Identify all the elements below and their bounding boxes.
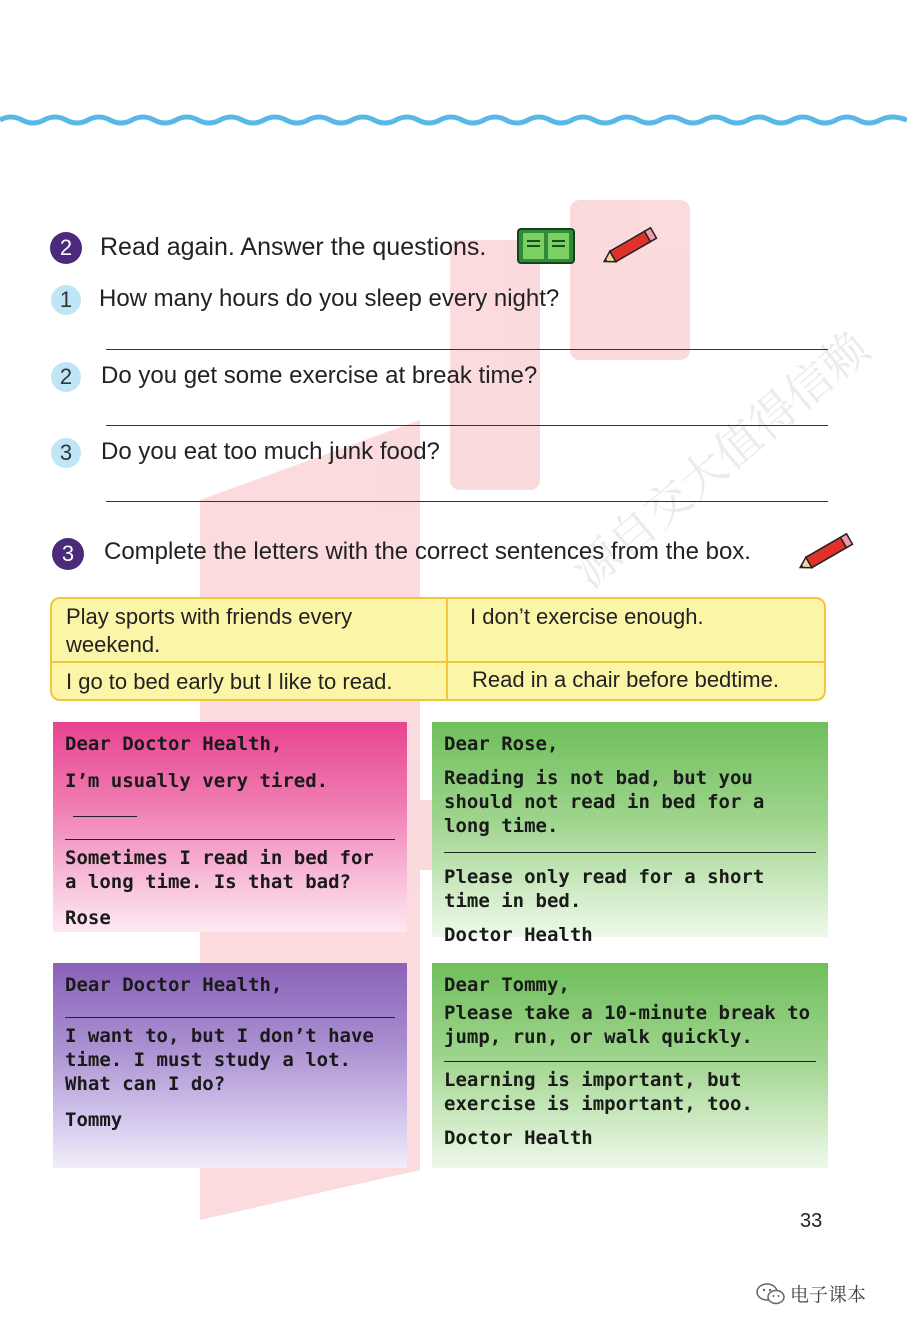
letter-body: Please only read for a short time in bed.: [444, 866, 765, 912]
letter-signature: Doctor Health: [444, 924, 593, 946]
answer-line[interactable]: [106, 425, 828, 426]
watermark-text: 源自交大值得信赖: [562, 320, 879, 599]
letter-signature: Tommy: [65, 1109, 123, 1131]
letter-signature: Rose: [65, 907, 111, 929]
pencil-icon: [600, 226, 662, 266]
letter-body: Reading is not bad, but you should not read in bed for a long time.: [444, 767, 765, 837]
box-divider: [446, 599, 448, 699]
answer-line[interactable]: [106, 501, 828, 502]
letter-greeting: Dear Tommy,: [444, 974, 570, 996]
blank-line[interactable]: [444, 852, 816, 853]
question-number-badge: 1: [51, 285, 81, 315]
wechat-icon: [756, 1282, 786, 1306]
letter-body: I want to, but I don’t have time. I must study a lot. What can I do?: [65, 1025, 374, 1095]
question-number-badge: 2: [51, 362, 81, 392]
question-text: How many hours do you sleep every night?: [99, 285, 560, 312]
box-sentence: I go to bed early but I like to read.: [66, 669, 393, 694]
pencil-icon: [796, 532, 858, 572]
letter-body: Learning is important, but exercise is important, too.: [444, 1069, 753, 1115]
blank-line[interactable]: [65, 839, 395, 840]
book-icon: [517, 228, 575, 264]
letter-card-reply-rose: [432, 722, 828, 946]
letter-greeting: Dear Doctor Health,: [65, 974, 283, 996]
letter-body: Please take a 10-minute break to jump, run, or walk quickly.: [444, 1002, 811, 1048]
section-heading: Complete the letters with the correct sentences from the box.: [104, 538, 751, 565]
blank-line[interactable]: [65, 1017, 395, 1018]
footer-text: 电子课本: [790, 1285, 867, 1306]
box-sentence: Read in a chair before bedtime.: [472, 667, 779, 692]
blank-line[interactable]: [444, 1061, 816, 1062]
section-number-badge: 2: [50, 232, 82, 264]
letter-line: I’m usually very tired.: [65, 770, 329, 792]
blank-line[interactable]: [73, 816, 137, 817]
answer-line[interactable]: [106, 349, 828, 350]
question-number-badge: 3: [51, 438, 81, 468]
letter-card-rose: [53, 722, 407, 932]
question-text: Do you get some exercise at break time?: [101, 362, 538, 389]
letter-greeting: Dear Doctor Health,: [65, 733, 283, 755]
wavy-divider: [0, 112, 907, 128]
section-number-badge: 3: [52, 538, 84, 570]
box-divider: [52, 661, 824, 663]
letter-body: Sometimes I read in bed for a long time. Is that bad?: [65, 847, 374, 893]
letter-card-tommy: [53, 963, 407, 1168]
sentence-box: [50, 597, 826, 701]
question-text: Do you eat too much junk food?: [101, 438, 440, 465]
box-sentence: I don’t exercise enough.: [470, 604, 704, 629]
letter-greeting: Dear Rose,: [444, 733, 559, 755]
page-number: 33: [800, 1210, 823, 1232]
letter-card-reply-tommy: [432, 963, 828, 1168]
letter-signature: Doctor Health: [444, 1127, 593, 1149]
section-heading: Read again. Answer the questions.: [100, 233, 487, 261]
box-sentence: Play sports with friends every weekend.: [66, 604, 353, 657]
